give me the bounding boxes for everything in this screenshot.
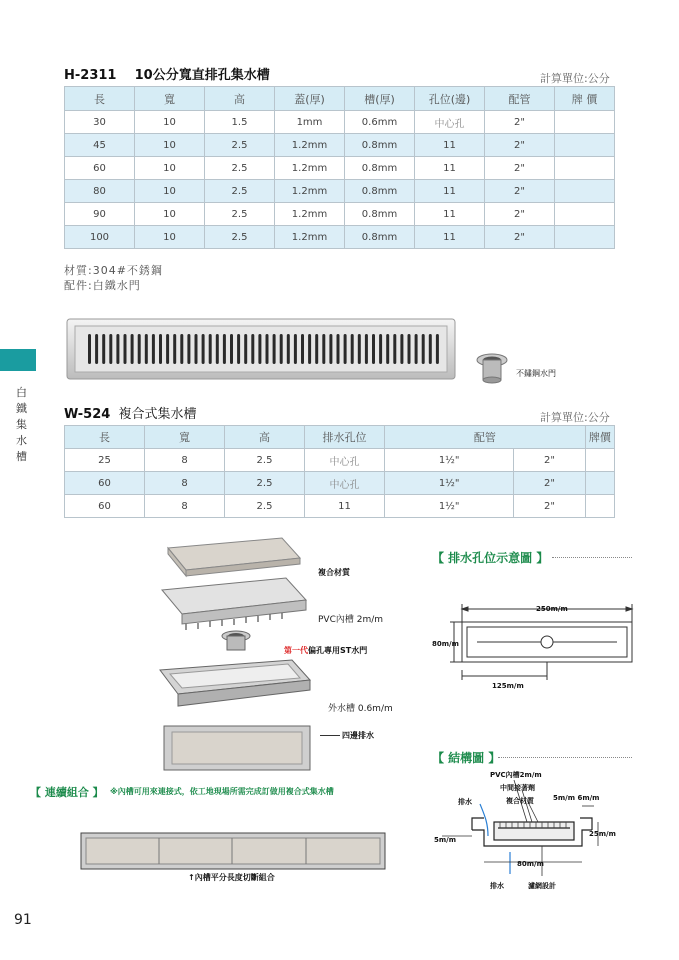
table-cell: 10 <box>135 226 205 249</box>
grate-slot <box>173 334 176 364</box>
grate-slot <box>344 334 347 364</box>
structure-title: 【 結構圖 】 <box>432 751 501 765</box>
table-cell: 2.5 <box>205 134 275 157</box>
w524-header: 牌價 <box>585 426 614 449</box>
table-cell: 1.2mm <box>275 157 345 180</box>
structure-dim-25: 25m/m <box>589 830 616 838</box>
table-cell: 1.2mm <box>275 180 345 203</box>
table-row <box>65 226 615 249</box>
table-cell: 2" <box>485 134 555 157</box>
table-cell: 2" <box>485 180 555 203</box>
table-cell: 100 <box>65 226 135 249</box>
table-cell: 中心孔 <box>305 472 385 495</box>
grate-slot <box>379 334 382 364</box>
table-row <box>65 472 615 495</box>
h2311-title <box>64 64 270 83</box>
table-row <box>65 157 615 180</box>
structure-pvc-label: PVC內槽2m/m <box>490 771 542 779</box>
table-cell <box>585 495 614 518</box>
table-cell: 2" <box>514 495 585 518</box>
grate-slot <box>400 334 403 364</box>
grate-slot <box>159 334 162 364</box>
grate-slot <box>429 334 432 364</box>
grate-slot <box>116 334 119 364</box>
table-cell: 10 <box>135 180 205 203</box>
table-cell <box>555 111 615 134</box>
hole-diagram <box>432 600 642 700</box>
table-cell: 10 <box>135 111 205 134</box>
grate-slot <box>280 334 283 364</box>
w524-name: 複合式集水槽 <box>118 407 197 422</box>
four-side-arrow <box>320 735 340 736</box>
table-cell: 25 <box>65 449 145 472</box>
h2311-table <box>64 86 615 249</box>
grate-slot <box>187 334 190 364</box>
structure-filter-label: 濾網設計 <box>528 882 556 890</box>
table-cell: 11 <box>415 157 485 180</box>
st-drain-red: 第一代 <box>284 646 308 655</box>
drain-fitting-icon <box>474 352 510 386</box>
table-cell <box>585 472 614 495</box>
grate-slot <box>322 334 325 364</box>
grate-slot <box>202 334 205 364</box>
table-cell: 2" <box>485 157 555 180</box>
grate-slot <box>408 334 411 364</box>
table-cell: 0.8mm <box>345 157 415 180</box>
h2311-header: 孔位(邊) <box>415 87 485 111</box>
w524-header: 長 <box>65 426 145 449</box>
grate-slot <box>131 334 134 364</box>
table-cell: 8 <box>145 495 225 518</box>
grate-slot <box>244 334 247 364</box>
material-info <box>64 263 163 293</box>
table-cell: 60 <box>65 472 145 495</box>
continuous-caption: ↑內槽平分長度切斷組合 <box>188 873 275 882</box>
side-char: 水 <box>16 434 27 447</box>
continuous-title: 【 連續組合 】 <box>30 786 104 799</box>
grate-slot <box>209 334 212 364</box>
h2311-header: 牌 價 <box>555 87 615 111</box>
table-cell: 80 <box>65 180 135 203</box>
table-cell: 0.8mm <box>345 134 415 157</box>
table-cell <box>555 203 615 226</box>
table-cell: 2" <box>485 226 555 249</box>
table-cell: 1.2mm <box>275 134 345 157</box>
structure-dots <box>498 757 632 758</box>
grate-slot <box>358 334 361 364</box>
table-cell: 60 <box>65 495 145 518</box>
w524-table <box>64 425 615 518</box>
table-row <box>65 203 615 226</box>
hole-width-label: 250m/m <box>536 605 568 613</box>
table-cell: 45 <box>65 134 135 157</box>
grate-slot <box>329 334 332 364</box>
grate-slot <box>436 334 439 364</box>
composite-label: 複合材質 <box>318 568 350 577</box>
grate-slot <box>386 334 389 364</box>
structure-dim-56: 5m/m 6m/m <box>553 794 600 802</box>
side-tab-marker <box>0 349 36 371</box>
structure-dim-5: 5m/m <box>434 836 457 844</box>
table-cell <box>585 449 614 472</box>
st-drain-label <box>284 645 367 656</box>
table-cell: 2.5 <box>225 449 305 472</box>
grate-slot <box>223 334 226 364</box>
table-cell: 1.2mm <box>275 226 345 249</box>
grate-slot <box>138 334 141 364</box>
grate-slot <box>273 334 276 364</box>
hole-diagram-title: 【 排水孔位示意圖 】 <box>432 551 549 565</box>
grate-slot <box>124 334 127 364</box>
table-cell: 2.5 <box>225 472 305 495</box>
table-cell: 中心孔 <box>415 111 485 134</box>
grate-slot <box>102 334 105 364</box>
st-drain-text: 偏孔專用ST水門 <box>308 646 368 655</box>
table-row <box>65 111 615 134</box>
w524-code: W-524 <box>64 407 111 422</box>
grate-slot <box>251 334 254 364</box>
pvc-inner-label: PVC內槽 2m/m <box>318 615 384 625</box>
w524-header: 排水孔位 <box>305 426 385 449</box>
outer-tray-label: 外水槽 0.6m/m <box>328 704 393 714</box>
h2311-header: 長 <box>65 87 135 111</box>
grate-slot <box>422 334 425 364</box>
table-cell: 1½" <box>385 472 514 495</box>
table-cell <box>555 134 615 157</box>
table-cell: 0.8mm <box>345 203 415 226</box>
table-cell: 30 <box>65 111 135 134</box>
table-cell: 11 <box>415 226 485 249</box>
grate-slot <box>351 334 354 364</box>
structure-adhesive-label: 中間接著劑 <box>500 784 535 792</box>
structure-drain-bottom: 排水 <box>490 882 504 890</box>
h2311-unit: 計算單位:公分 <box>540 72 610 85</box>
grate-slot <box>365 334 368 364</box>
table-cell <box>555 157 615 180</box>
h2311-name: 10公分寬直排孔集水槽 <box>134 68 270 83</box>
grate-slot <box>294 334 297 364</box>
side-tab-text <box>16 385 30 465</box>
table-cell: 1½" <box>385 449 514 472</box>
grate-slot <box>266 334 269 364</box>
grate-slot <box>393 334 396 364</box>
table-cell: 2" <box>485 203 555 226</box>
grate-slot <box>152 334 155 364</box>
table-cell: 0.8mm <box>345 226 415 249</box>
side-char: 槽 <box>16 450 27 463</box>
table-cell: 1.5 <box>205 111 275 134</box>
w524-header: 高 <box>225 426 305 449</box>
table-cell: 1.2mm <box>275 203 345 226</box>
material-text: 材質:304#不銹鋼 <box>64 264 163 277</box>
h2311-header: 槽(厚) <box>345 87 415 111</box>
grate-slot <box>166 334 169 364</box>
table-cell: 1½" <box>385 495 514 518</box>
grate-slot <box>315 334 318 364</box>
grate-slot <box>308 334 311 364</box>
grate-slot <box>237 334 240 364</box>
table-cell: 90 <box>65 203 135 226</box>
h2311-header: 配管 <box>485 87 555 111</box>
table-row <box>65 134 615 157</box>
grate-slot <box>109 334 112 364</box>
w524-title <box>64 403 196 422</box>
table-cell: 中心孔 <box>305 449 385 472</box>
grate-slot <box>145 334 148 364</box>
grate-slot <box>88 334 91 364</box>
table-cell: 2" <box>514 449 585 472</box>
table-cell: 2.5 <box>205 157 275 180</box>
table-cell: 60 <box>65 157 135 180</box>
grate-slot <box>95 334 98 364</box>
table-cell: 0.8mm <box>345 180 415 203</box>
table-cell: 10 <box>135 157 205 180</box>
table-cell: 11 <box>415 203 485 226</box>
table-cell: 2" <box>514 472 585 495</box>
grate-slot <box>372 334 375 364</box>
table-row <box>65 449 615 472</box>
side-char: 集 <box>16 418 27 431</box>
table-cell: 2.5 <box>205 226 275 249</box>
h2311-grate-image <box>66 318 456 380</box>
table-cell: 2.5 <box>225 495 305 518</box>
continuous-note: ※內槽可用來連接式，依工地現場所需完成訂做用複合式集水槽 <box>110 787 334 796</box>
grate-slot <box>337 334 340 364</box>
table-cell: 10 <box>135 203 205 226</box>
w524-header: 寬 <box>145 426 225 449</box>
grate-slot <box>230 334 233 364</box>
table-cell: 2.5 <box>205 180 275 203</box>
page-number: 91 <box>14 912 32 928</box>
four-side-label: 四邊排水 <box>342 731 374 740</box>
grate-slot <box>195 334 198 364</box>
grate-slot <box>180 334 183 364</box>
grate-slot <box>301 334 304 364</box>
hole-height-label: 80m/m <box>432 640 459 648</box>
table-cell <box>555 226 615 249</box>
side-char: 鐵 <box>16 402 27 415</box>
table-cell: 11 <box>415 134 485 157</box>
accessory-text: 配件:白鐵水門 <box>64 279 141 292</box>
grate-slot <box>216 334 219 364</box>
table-row <box>65 180 615 203</box>
table-row <box>65 495 615 518</box>
table-cell: 8 <box>145 472 225 495</box>
h2311-code: H-2311 <box>64 68 117 83</box>
table-cell: 11 <box>415 180 485 203</box>
hole-diagram-dots <box>552 557 632 558</box>
table-cell: 1mm <box>275 111 345 134</box>
side-char: 白 <box>16 386 27 399</box>
structure-composite-label: 複合材質 <box>506 797 534 805</box>
w524-header: 配管 <box>385 426 586 449</box>
continuous-tray-image <box>80 832 386 870</box>
w524-unit: 計算單位:公分 <box>540 411 610 424</box>
grate-slot <box>415 334 418 364</box>
structure-dim-80: 80m/m <box>517 860 544 868</box>
hole-offset-label: 125m/m <box>492 682 524 690</box>
table-cell: 11 <box>305 495 385 518</box>
grate-slot <box>287 334 290 364</box>
h2311-header: 蓋(厚) <box>275 87 345 111</box>
table-cell <box>555 180 615 203</box>
table-cell: 0.6mm <box>345 111 415 134</box>
h2311-header: 寬 <box>135 87 205 111</box>
table-cell: 2.5 <box>205 203 275 226</box>
structure-drain-left: 排水 <box>458 798 472 806</box>
table-cell: 8 <box>145 449 225 472</box>
h2311-header: 高 <box>205 87 275 111</box>
table-cell: 10 <box>135 134 205 157</box>
grate-slot <box>258 334 261 364</box>
table-cell: 2" <box>485 111 555 134</box>
drain-label: 不鏽鋼水門 <box>516 369 556 378</box>
